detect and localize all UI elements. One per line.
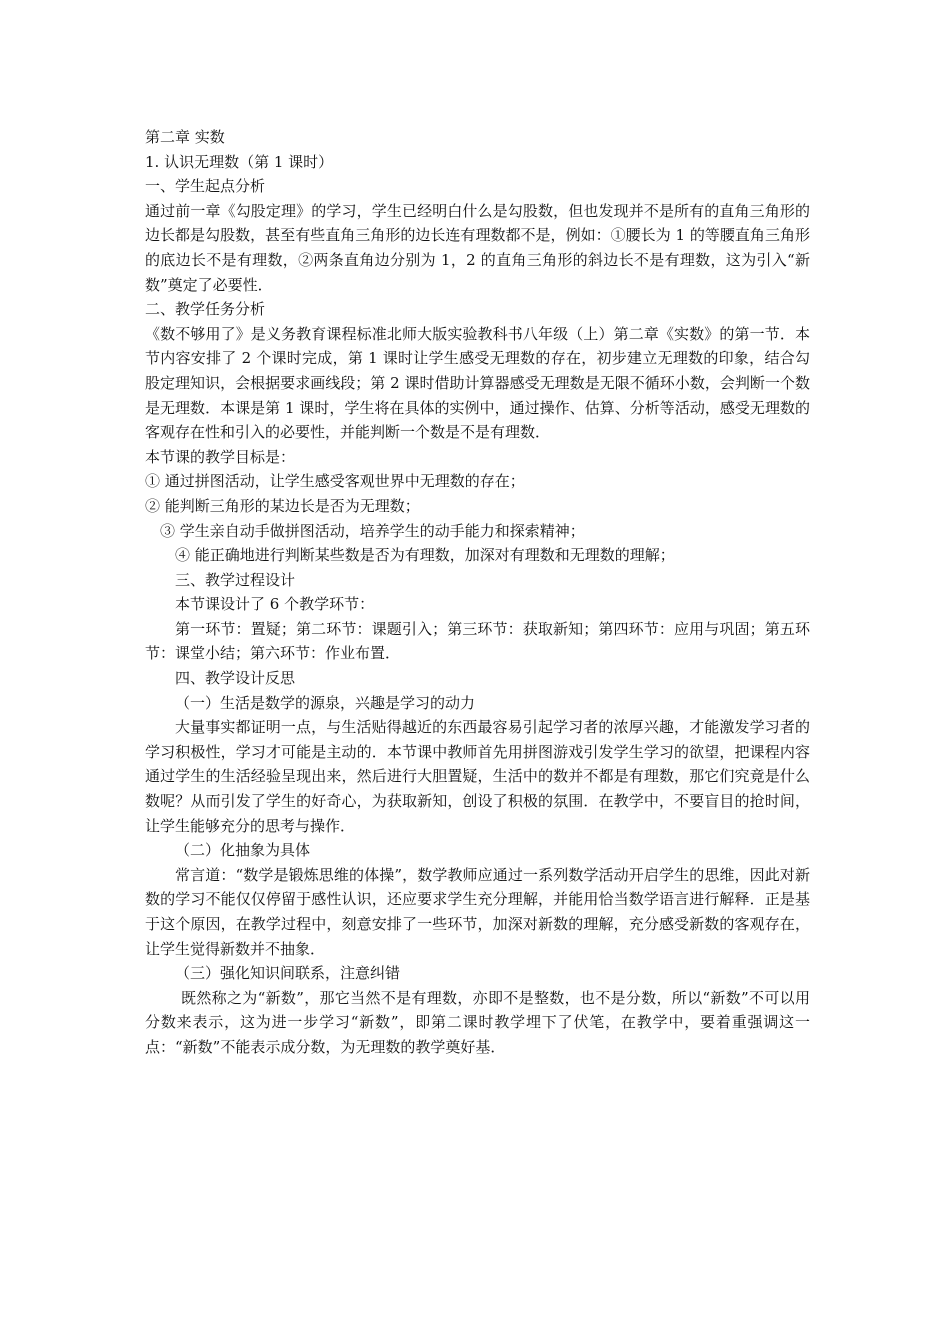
reflection2-body: 常言道：“数学是锻炼思维的体操”，数学教师应通过一系列数学活动开启学生的思维，因此对新数的学习不能仅仅停留于感性认识，还应要求学生充分理解，并能用恰当数学语言进行解释．正是基于这个原因，在教学过程中，刻意安排了一些环节，加深对新数的理解，充分感受新数的客观存在，让学生觉得新数并不抽象． [145, 865, 810, 958]
lesson-title: 1. 认识无理数（第 1 课时） [145, 152, 334, 171]
reflection2-heading: （二）化抽象为具体 [175, 841, 311, 860]
section2-body: 《数不够用了》是义务教育课程标准北师大版实验教科书八年级（上）第二章《实数》的第一节．本节内容安排了 2 个课时完成，第 1 课时让学生感受无理数的存在，初步建立无理数的印象，结合勾股定理知识，会根据要求画线段；第 2 课时借助计算器感受无理数是无限不循环小数，会判断一个数是无理数．本课是第 1 课时，学生将在具体的实例中，通过操作、估算、分析等活动，感受无理数的客观存在性和引入的必要性，并能判断一个数是不是有理数． [145, 324, 810, 442]
section4-heading: 四、教学设计反思 [175, 669, 296, 688]
reflection1-body: 大量事实都证明一点，与生活贴得越近的东西最容易引起学习者的浓厚兴趣，才能激发学习者的学习积极性，学习才可能是主动的．本节课中教师首先用拼图游戏引发学生学习的欲望，把课程内容通过学生的生活经验呈现出来，然后进行大胆置疑，生活中的数并不都是有理数，那它们究竟是什么数呢？从而引发了学生的好奇心，为获取新知，创设了积极的氛围．在教学中，不要盲目的抢时间，让学生能够充分的思考与操作． [145, 718, 810, 835]
reflection1-heading: （一）生活是数学的源泉，兴趣是学习的动力 [175, 693, 476, 712]
section3-heading: 三、教学过程设计 [175, 570, 296, 589]
objective-4: ④ 能正确地进行判断某些数是否为有理数，加深对有理数和无理数的理解； [175, 546, 675, 565]
section1-body: 通过前一章《勾股定理》的学习，学生已经明白什么是勾股数，但也发现并不是所有的直角三角形的边长都是勾股数，甚至有些直角三角形的边长连有理数都不是，例如：①腰长为 1 的等腰直角三角形的底边长不是有理数，②两条直角边分别为 1，2 的直角三角形的斜边长不是有理数，这为引入“新数”奠定了必要性． [145, 201, 810, 294]
reflection3-body: 既然称之为“新数”，那它当然不是有理数，亦即不是整数，也不是分数，所以“新数”不可以用分数来表示，这为进一步学习“新数”，即第二课时教学埋下了伏笔，在教学中，要着重强调这一点：“新数”不能表示成分数，为无理数的教学奠好基． [145, 988, 810, 1056]
document-page [145, 125, 810, 1060]
chapter-title: 第二章 实数 [145, 128, 225, 146]
objective-2: ② 能判断三角形的某边长是否为无理数； [145, 496, 420, 515]
objective-3: ③ 学生亲自动手做拼图活动，培养学生的动手能力和探索精神； [160, 521, 585, 540]
section1-heading: 一、学生起点分析 [145, 177, 266, 196]
section3-steps: 第一环节：置疑；第二环节：课题引入；第三环节：获取新知；第四环节：应用与巩固；第五环节：课堂小结；第六环节：作业布置． [145, 619, 810, 663]
objectives-intro: 本节课的教学目标是： [145, 447, 296, 466]
section3-intro: 本节课设计了 6 个教学环节： [175, 595, 375, 614]
section2-heading: 二、教学任务分析 [145, 300, 266, 319]
reflection3-heading: （三）强化知识间联系，注意纠错 [175, 964, 401, 983]
objective-1: ① 通过拼图活动，让学生感受客观世界中无理数的存在； [145, 472, 525, 491]
